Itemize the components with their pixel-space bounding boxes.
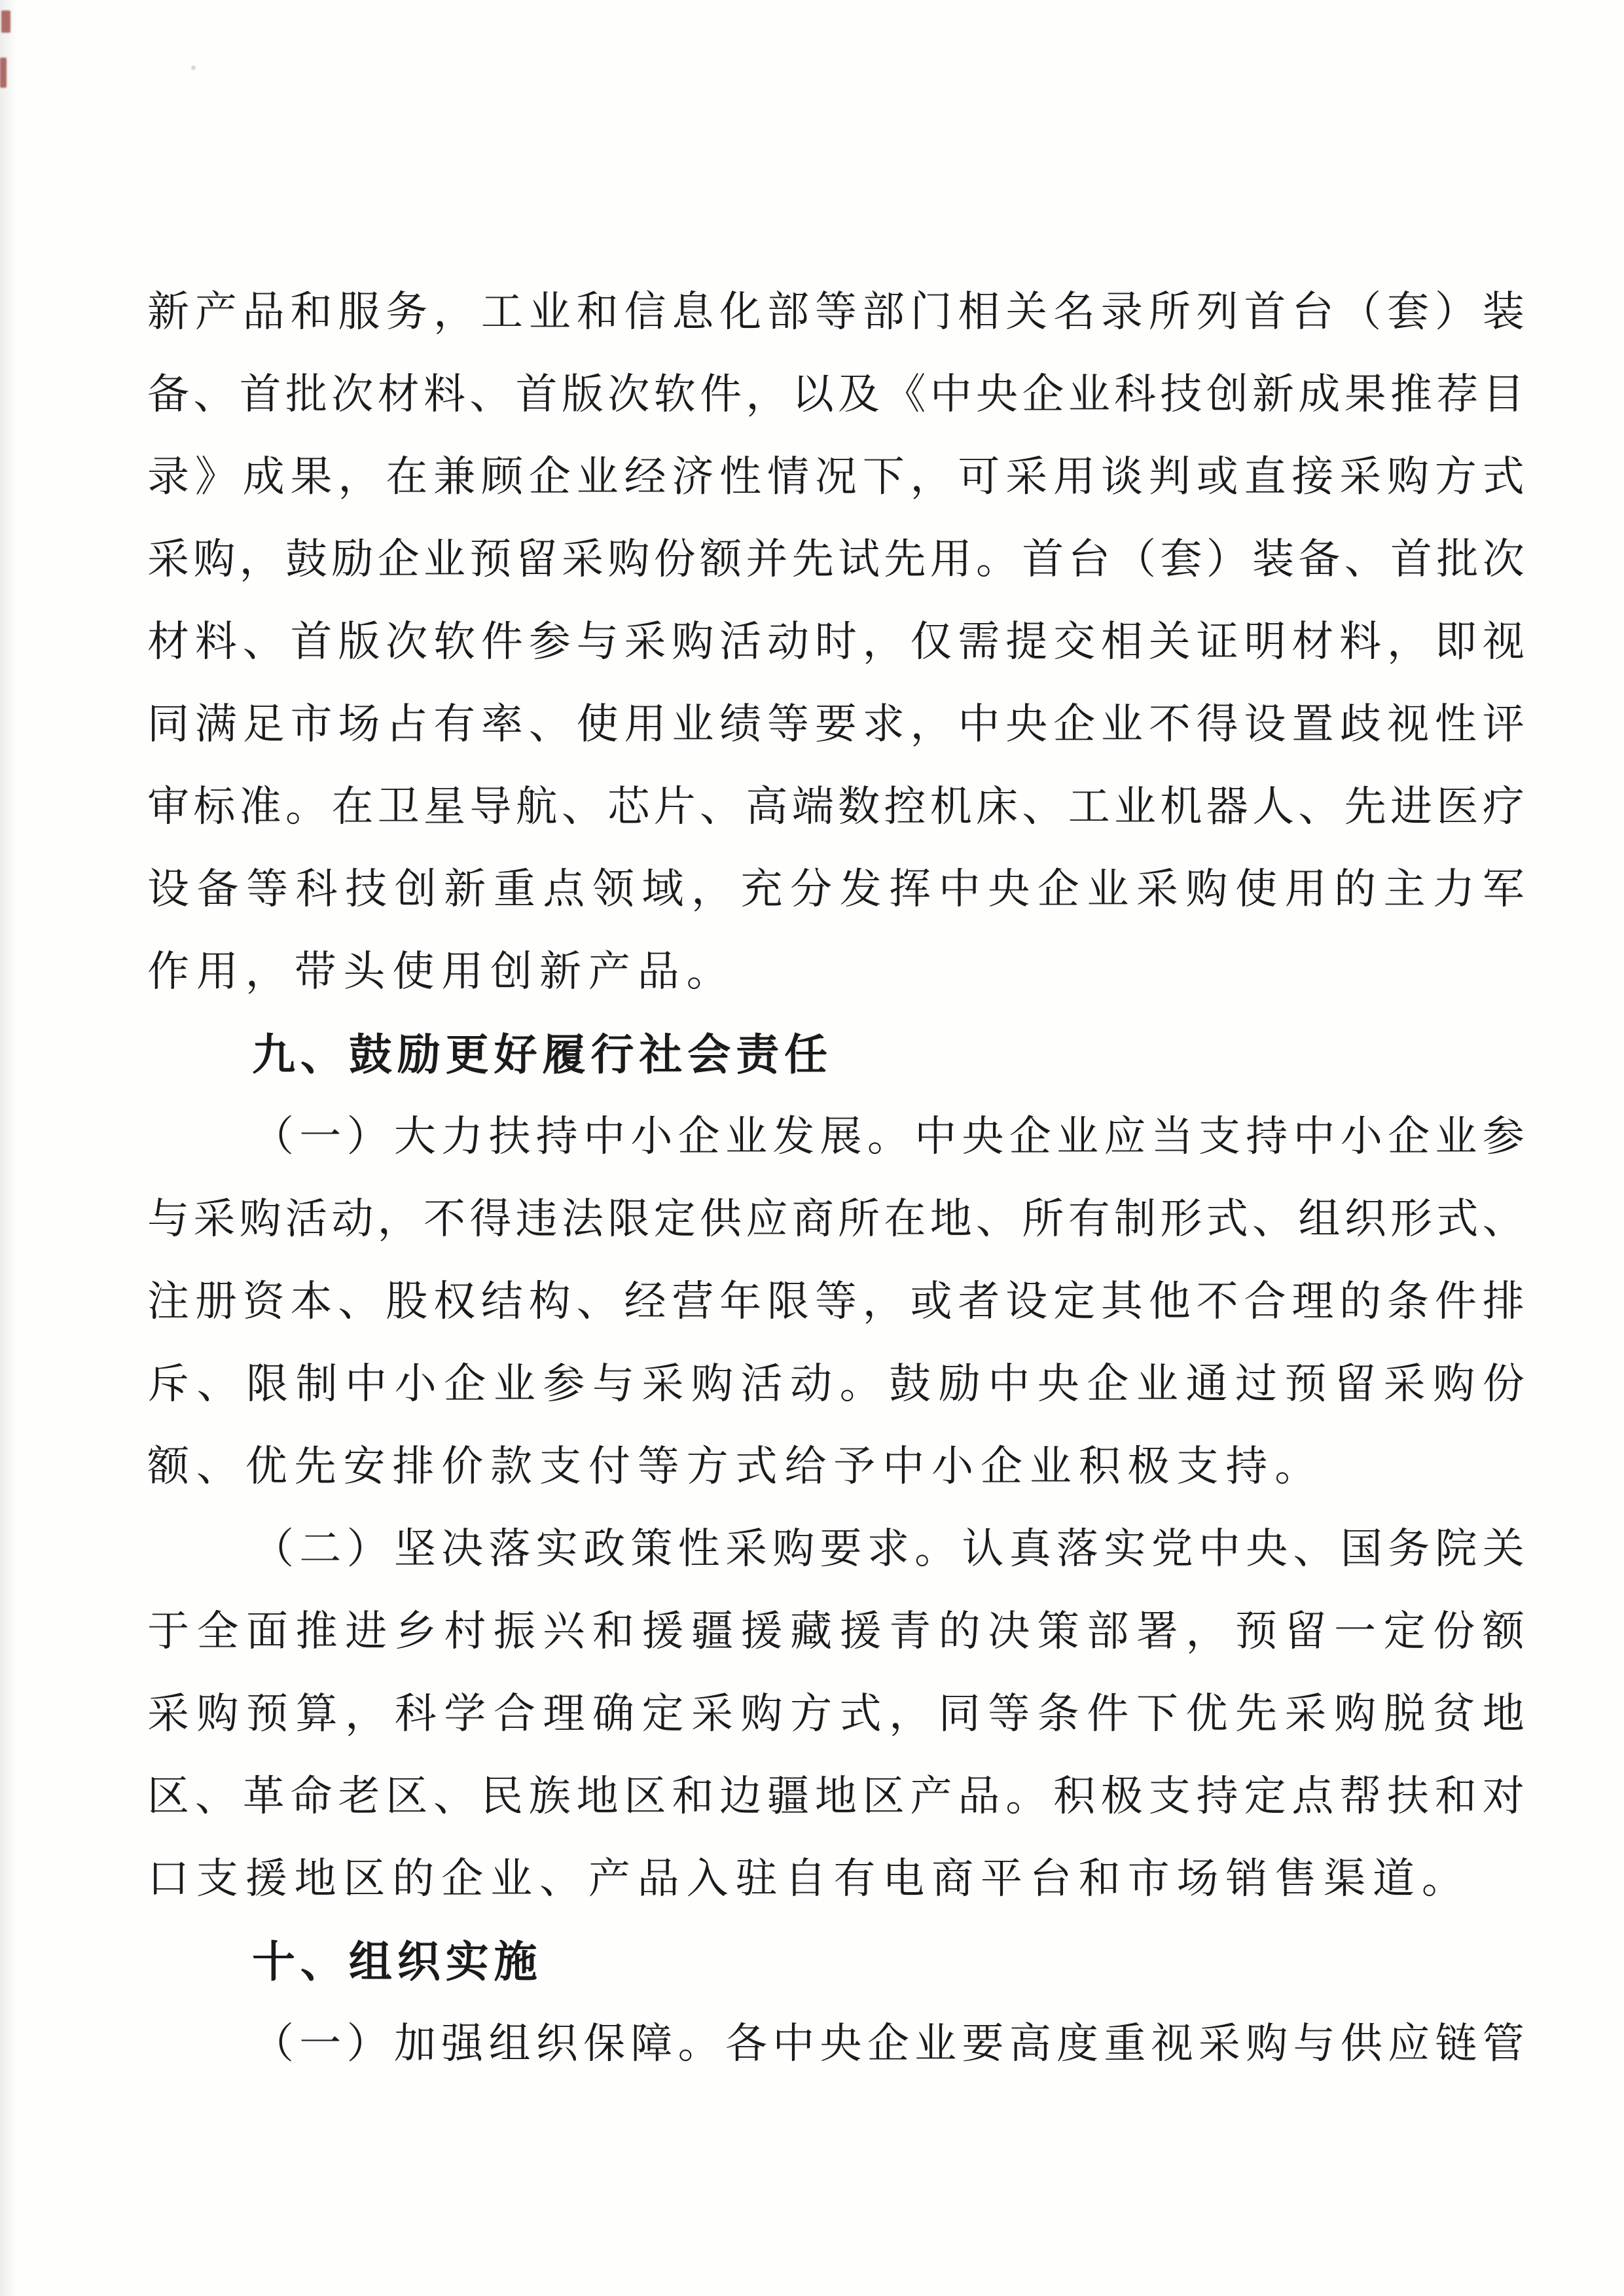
text-line: 备、首批次材料、首版次软件，以及《中央企业科技创新成果推荐目: [147, 371, 1525, 418]
text-line: 额、优先安排价款支付等方式给予中小企业积极支持。: [147, 1443, 1324, 1490]
text-line: 作用，带头使用创新产品。: [147, 948, 736, 995]
section-heading: 十、组织实施: [252, 1937, 543, 1986]
text-line: 采购预算，科学合理确定采购方式，同等条件下优先采购脱贫地: [147, 1691, 1525, 1737]
text-line: 录》成果，在兼顾企业经济性情况下，可采用谈判或直接采购方式: [147, 454, 1525, 500]
text-line: 口支援地区的企业、产品入驻自有电商平台和市场销售渠道。: [147, 1856, 1471, 1902]
text-line: 同满足市场占有率、使用业绩等要求，中央企业不得设置歧视性评: [147, 701, 1525, 747]
scan-mark: [0, 58, 7, 88]
text-line: （一）加强组织保障。各中央企业要高度重视采购与供应链管: [252, 2020, 1525, 2067]
text-block: [147, 271, 1525, 2085]
text-line: 斥、限制中小企业参与采购活动。鼓励中央企业通过预留采购份: [147, 1361, 1525, 1407]
text-line: （一）大力扶持中小企业发展。中央企业应当支持中小企业参: [252, 1113, 1525, 1160]
text-line: 区、革命老区、民族地区和边疆地区产品。积极支持定点帮扶和对: [147, 1773, 1525, 1820]
text-line: 与采购活动，不得违法限定供应商所在地、所有制形式、组织形式、: [147, 1196, 1525, 1242]
text-line: 注册资本、股权结构、经营年限等，或者设定其他不合理的条件排: [147, 1278, 1525, 1325]
text-line: 材料、首版次软件参与采购活动时，仅需提交相关证明材料，即视: [147, 619, 1525, 665]
text-line: 审标准。在卫星导航、芯片、高端数控机床、工业机器人、先进医疗: [147, 783, 1525, 830]
scan-edge-shadow: [0, 0, 17, 2296]
section-heading: 九、鼓励更好履行社会责任: [252, 1030, 833, 1079]
text-line: 采购，鼓励企业预留采购份额并先试先用。首台（套）装备、首批次: [147, 536, 1525, 583]
text-line: 新产品和服务，工业和信息化部等部门相关名录所列首台（套）装: [147, 289, 1525, 335]
text-line: 于全面推进乡村振兴和援疆援藏援青的决策部署，预留一定份额: [147, 1608, 1525, 1655]
text-line: （二）坚决落实政策性采购要求。认真落实党中央、国务院关: [252, 1526, 1525, 1572]
scan-mark: [1, 10, 10, 33]
scan-speck: [191, 65, 196, 70]
text-line: 设备等科技创新重点领域，充分发挥中央企业采购使用的主力军: [147, 866, 1525, 912]
